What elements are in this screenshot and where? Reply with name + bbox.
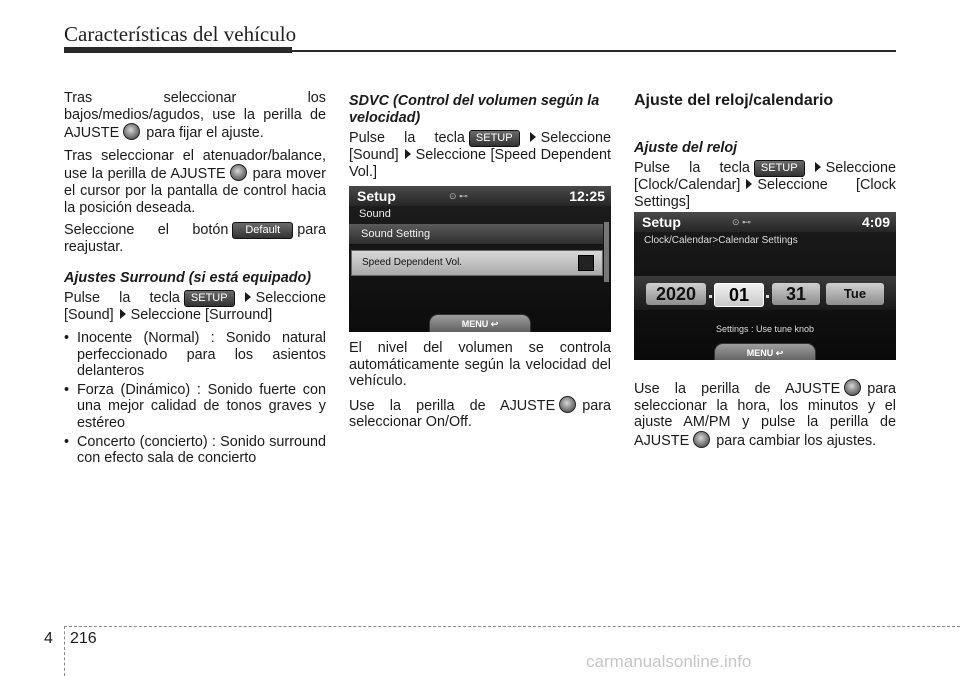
column-2-lower	[349, 340, 611, 437]
paragraph-fader	[64, 148, 326, 216]
separator-dot	[766, 295, 769, 298]
day-field: 31	[772, 283, 820, 305]
text: Pulse la tecla	[349, 130, 465, 147]
page-number: 216	[70, 630, 97, 647]
page-header-title: Características del vehículo	[64, 22, 297, 46]
text: para seleccionar On/Off.	[349, 397, 611, 431]
arrow-right-icon	[405, 149, 411, 159]
chapter-number: 4	[44, 630, 53, 647]
month-field: 01	[714, 283, 764, 307]
surround-title: Ajustes Surround (si está equipado)	[64, 269, 312, 286]
sound-setup-screenshot	[349, 186, 611, 332]
screen-title: Setup	[357, 188, 396, 204]
column-3-lower	[634, 379, 896, 455]
text: para cambiar los ajustes.	[716, 432, 877, 449]
list-item: • Inocente (Normal) : Sonido natural perfeccionado para los asientos delanteros	[64, 330, 326, 380]
surround-bullet-list	[64, 330, 326, 467]
paragraph-clock-steps	[634, 160, 896, 210]
column-1	[64, 90, 326, 469]
screen-title: Setup	[642, 214, 681, 230]
menu-button: MENU ↩	[714, 343, 816, 360]
menu-row-sound: Sound	[359, 208, 391, 220]
arrow-right-icon	[815, 162, 821, 172]
knob-icon	[559, 396, 576, 413]
knob-icon	[693, 431, 710, 448]
text: Pulse la tecla	[64, 290, 180, 307]
footer-vertical-rule	[64, 626, 65, 676]
arrow-right-icon	[746, 179, 752, 189]
text: para mover el cursor por la pantalla de control hacia la posición deseada.	[64, 166, 326, 216]
text: Use la perilla de AJUSTE	[349, 397, 556, 414]
screen-time: 12:25	[569, 188, 605, 204]
clock-calendar-title: Ajuste del reloj/calendario	[634, 92, 834, 109]
menu-row-speed-dependent-vol	[351, 250, 603, 276]
text: para fijar el ajuste.	[146, 125, 264, 142]
scrollbar	[604, 222, 609, 282]
setup-key-icon: SETUP	[754, 160, 805, 177]
text: Seleccione [Clock/Calendar]	[634, 160, 896, 194]
text: Seleccione [Sound]	[64, 290, 326, 324]
year-field: 2020	[646, 283, 706, 305]
knob-icon	[123, 123, 140, 140]
column-2	[349, 93, 611, 186]
paragraph-surround-steps	[64, 290, 326, 324]
text: Speed Dependent Vol.	[362, 257, 463, 268]
separator-dot	[709, 295, 712, 298]
paragraph-clock-knob	[634, 379, 896, 449]
text: Sound Setting	[361, 228, 431, 240]
default-key-icon: Default	[232, 222, 293, 239]
status-icons: ⊙ ⊷	[732, 217, 752, 227]
arrow-right-icon	[120, 309, 126, 319]
menu-button: MENU ↩	[429, 314, 531, 332]
text: Seleccione [Clock Settings]	[634, 177, 896, 210]
text: Seleccione [Sound]	[349, 130, 611, 164]
paragraph-sdvc-desc: El nivel del volumen se controla automáticamente según la velocidad del vehículo.	[349, 340, 611, 390]
text: Tras seleccionar los bajos/medios/agudos, use la perilla de AJUSTE	[64, 90, 326, 142]
setup-key-icon: SETUP	[184, 290, 235, 307]
text: Seleccione el botón	[64, 222, 229, 239]
list-item: • Forza (Dinámico) : Sonido fuerte con una mejor calidad de tonos graves y estéreo	[64, 382, 326, 432]
paragraph-default	[64, 222, 326, 256]
paragraph-sdvc-steps	[349, 130, 611, 180]
knob-icon	[230, 164, 247, 181]
column-3	[634, 93, 896, 216]
screen-time: 4:09	[861, 214, 890, 230]
text: para reajustar.	[64, 222, 326, 256]
text: para seleccionar la hora, los minutos y el ajuste AM/PM y pulse la perilla de AJUSTE	[634, 381, 896, 449]
calendar-setup-screenshot	[634, 212, 896, 360]
screen-hint: Settings : Use tune knob	[715, 324, 815, 334]
footer-rule	[64, 626, 960, 627]
text: Tras seleccionar el atenuador/balance, use la perilla de AJUSTE	[64, 147, 326, 183]
knob-icon	[844, 379, 861, 396]
arrow-right-icon	[530, 132, 536, 142]
header-rule	[64, 50, 896, 52]
watermark: carmanualsonline.info	[586, 652, 752, 671]
arrow-right-icon	[245, 292, 251, 302]
paragraph-eq	[64, 90, 326, 142]
clock-subtitle: Ajuste del reloj	[634, 139, 738, 156]
weekday-field: Tue	[826, 283, 884, 305]
menu-row-sound-setting	[349, 224, 603, 245]
checkbox-icon	[578, 255, 594, 271]
text: Use la perilla de AJUSTE	[634, 381, 841, 397]
breadcrumb: Clock/Calendar>Calendar Settings	[644, 235, 798, 246]
sdvc-title: SDVC (Control del volumen según la velocidad)	[349, 93, 600, 126]
text: Seleccione [Surround]	[130, 307, 273, 324]
setup-key-icon: SETUP	[469, 130, 520, 147]
list-item: • Concerto (concierto) : Sonido surround con efecto sala de concierto	[64, 434, 326, 467]
paragraph-sdvc-knob	[349, 396, 611, 431]
text: Pulse la tecla	[634, 160, 750, 177]
text: Seleccione [Speed Dependent Vol.]	[349, 147, 611, 180]
status-icons: ⊙ ⊷	[449, 191, 469, 201]
